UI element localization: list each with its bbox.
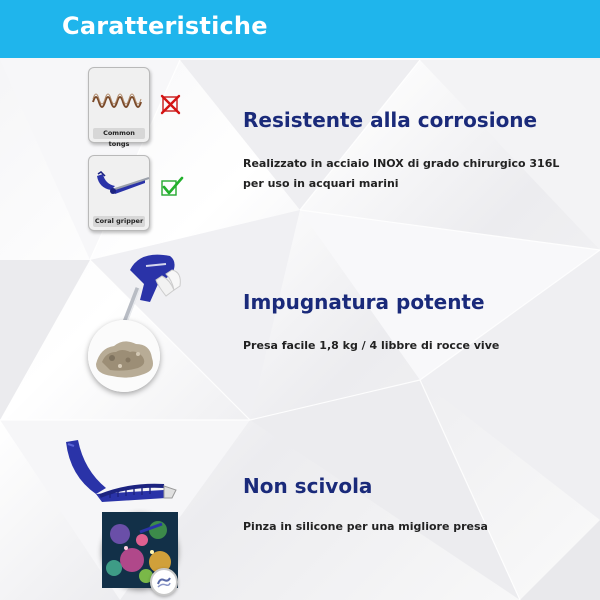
feature-desc-grip: Presa facile 1,8 kg / 4 libbre di rocce vive <box>243 339 500 352</box>
common-tongs-label: Common tongs <box>93 128 145 139</box>
coral-gripper-illustration <box>89 156 149 216</box>
feature-title-grip: Impugnatura potente <box>243 290 485 314</box>
cross-mark-icon <box>160 94 182 116</box>
feature-desc-corrosion: Realizzato in acciaio INOX di grado chirurgico 316L per uso in acquari marini <box>243 157 560 190</box>
common-tongs-thumbnail <box>88 67 150 148</box>
header-bar <box>0 0 600 58</box>
check-mark-icon <box>160 176 184 198</box>
feature-desc-nonslip: Pinza in silicone per una migliore presa <box>243 520 488 533</box>
header-title: Caratteristiche <box>62 12 268 40</box>
logo-wave-icon <box>152 570 176 594</box>
feature-title-nonslip: Non scivola <box>243 474 373 498</box>
live-rock-illustration <box>88 320 160 392</box>
live-rock-image <box>88 320 160 392</box>
feature-title-corrosion: Resistente alla corrosione <box>243 108 538 132</box>
coral-gripper-thumbnail <box>88 155 150 231</box>
coral-gripper-label: Coral gripper <box>94 217 144 225</box>
logo-badge-icon <box>150 568 178 596</box>
spring-tongs-illustration <box>89 68 149 128</box>
